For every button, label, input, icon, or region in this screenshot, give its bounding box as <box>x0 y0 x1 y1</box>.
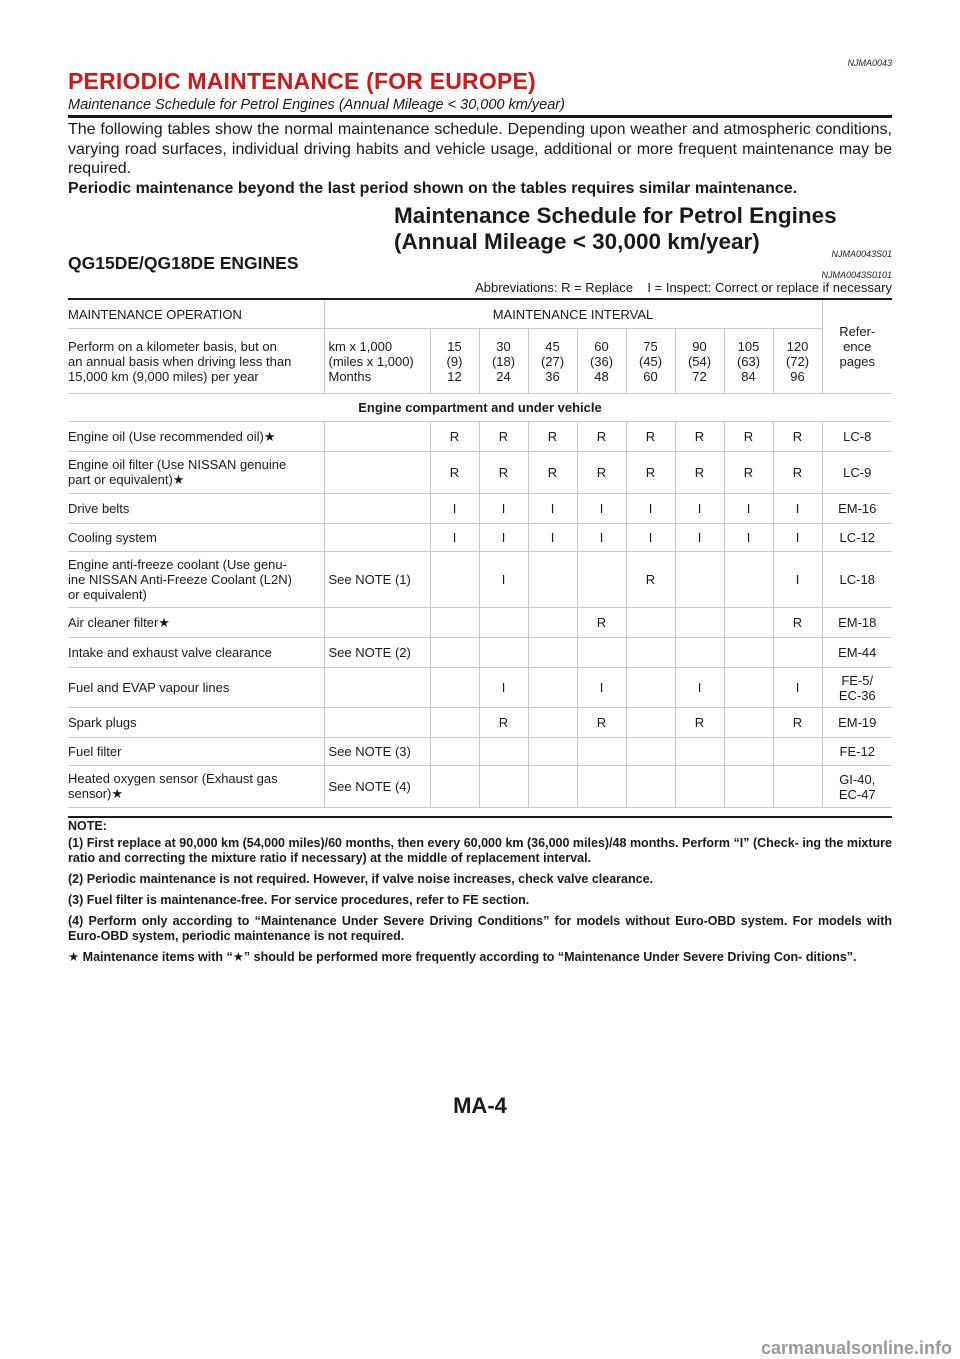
interval-mark-cell: I <box>577 524 626 552</box>
reference-cell: FE-12 <box>822 738 892 766</box>
interval-mark-cell: R <box>773 452 822 494</box>
interval-mark-cell: R <box>773 422 822 452</box>
operation-cell: Drive belts <box>68 494 324 524</box>
interval-mark-cell: I <box>577 494 626 524</box>
interval-mark-cell <box>430 552 479 608</box>
note-cell: See NOTE (3) <box>324 738 430 766</box>
interval-mark-cell: R <box>577 452 626 494</box>
operation-cell: Air cleaner filter★ <box>68 608 324 638</box>
document-page <box>68 0 892 1358</box>
interval-mark-cell: I <box>724 494 773 524</box>
interval-mark-cell: R <box>626 552 675 608</box>
interval-mark-cell <box>773 766 822 808</box>
interval-mark-cell: I <box>430 494 479 524</box>
interval-col: 60 (36) 48 <box>577 329 626 394</box>
notes-section <box>68 819 892 971</box>
interval-mark-cell <box>528 708 577 738</box>
interval-mark-cell <box>773 638 822 668</box>
ref-header: Refer- ence pages <box>822 300 892 394</box>
interval-mark-cell <box>430 638 479 668</box>
interval-mark-cell: R <box>577 608 626 638</box>
interval-mark-cell: I <box>479 494 528 524</box>
interval-mark-cell: R <box>479 452 528 494</box>
table-row <box>68 422 892 452</box>
interval-mark-cell: I <box>479 668 528 708</box>
interval-mark-cell <box>528 552 577 608</box>
table-row <box>68 738 892 766</box>
interval-mark-cell: I <box>626 494 675 524</box>
section-title-line1: Maintenance Schedule for Petrol Engines <box>394 203 837 228</box>
interval-mark-cell <box>675 552 724 608</box>
intro-paragraph: The following tables show the normal maintenance schedule. Depending upon weather and atmospheric conditions, varying road surfaces, individual driving habits and vehicle usage, additional or more frequent maintenance may be required. <box>68 121 892 177</box>
interval-col: 45 (27) 36 <box>528 329 577 394</box>
interval-mark-cell: I <box>773 552 822 608</box>
interval-mark-cell: R <box>430 422 479 452</box>
interval-mark-cell: I <box>528 494 577 524</box>
interval-mark-cell <box>430 608 479 638</box>
units-text: km x 1,000 (miles x 1,000) Months <box>324 329 430 394</box>
maintenance-table <box>68 300 892 808</box>
interval-mark-cell: R <box>577 422 626 452</box>
note-cell <box>324 608 430 638</box>
watermark: carmanualsonline.info <box>760 1338 952 1358</box>
engines-heading: QG15DE/QG18DE ENGINES <box>68 253 299 273</box>
interval-mark-cell: I <box>675 494 724 524</box>
interval-mark-cell: I <box>773 494 822 524</box>
reference-cell: EM-44 <box>822 638 892 668</box>
category-row: Engine compartment and under vehicle <box>68 394 892 422</box>
note-cell <box>324 524 430 552</box>
interval-col: 15 (9) 12 <box>430 329 479 394</box>
section-code: NJMA0043S01 <box>831 249 892 259</box>
interval-mark-cell <box>626 708 675 738</box>
section-title <box>394 203 837 255</box>
interval-mark-cell <box>430 708 479 738</box>
table-row <box>68 708 892 738</box>
interval-mark-cell <box>626 668 675 708</box>
operation-cell: Spark plugs <box>68 708 324 738</box>
table-row <box>68 552 892 608</box>
table-row <box>68 638 892 668</box>
note-cell <box>324 452 430 494</box>
interval-mark-cell <box>675 738 724 766</box>
interval-mark-cell <box>724 552 773 608</box>
header-rule <box>68 115 892 118</box>
reference-cell: GI-40, EC-47 <box>822 766 892 808</box>
note-cell: See NOTE (2) <box>324 638 430 668</box>
interval-col: 30 (18) 24 <box>479 329 528 394</box>
reference-cell: EM-19 <box>822 708 892 738</box>
operation-cell: Engine oil (Use recommended oil)★ <box>68 422 324 452</box>
interval-mark-cell: I <box>626 524 675 552</box>
interval-col: 90 (54) 72 <box>675 329 724 394</box>
page-subtitle: Maintenance Schedule for Petrol Engines (Annual Mileage < 30,000 km/year) <box>68 97 565 113</box>
note-cell <box>324 494 430 524</box>
interval-header: MAINTENANCE INTERVAL <box>324 300 822 329</box>
operation-cell: Heated oxygen sensor (Exhaust gas sensor)★ <box>68 766 324 808</box>
interval-mark-cell: I <box>675 524 724 552</box>
interval-mark-cell: I <box>675 668 724 708</box>
interval-mark-cell <box>528 638 577 668</box>
table-row <box>68 494 892 524</box>
interval-mark-cell <box>675 766 724 808</box>
note-item: ★ Maintenance items with “★” should be performed more frequently according to “Maintenance Under Severe Driving Con- ditions”. <box>68 950 857 964</box>
reference-cell: LC-12 <box>822 524 892 552</box>
page-title: PERIODIC MAINTENANCE (FOR EUROPE) <box>68 68 536 94</box>
section-title-line2: (Annual Mileage < 30,000 km/year) <box>394 229 760 254</box>
reference-cell: LC-8 <box>822 422 892 452</box>
interval-mark-cell <box>724 738 773 766</box>
engines-code: NJMA0043S0101 <box>821 270 892 280</box>
interval-mark-cell <box>577 638 626 668</box>
reference-cell: EM-18 <box>822 608 892 638</box>
intro-text <box>68 120 892 198</box>
reference-cell: LC-18 <box>822 552 892 608</box>
interval-mark-cell: I <box>577 668 626 708</box>
interval-mark-cell: I <box>724 524 773 552</box>
interval-mark-cell <box>626 608 675 638</box>
interval-mark-cell: R <box>675 452 724 494</box>
interval-mark-cell <box>626 738 675 766</box>
interval-mark-cell: R <box>626 422 675 452</box>
interval-mark-cell <box>479 766 528 808</box>
operation-cell: Engine oil filter (Use NISSAN genuine part or equivalent)★ <box>68 452 324 494</box>
interval-mark-cell <box>479 638 528 668</box>
op-header: MAINTENANCE OPERATION <box>68 300 324 329</box>
interval-mark-cell <box>773 738 822 766</box>
interval-mark-cell: I <box>430 524 479 552</box>
table-row <box>68 766 892 808</box>
interval-mark-cell: R <box>773 708 822 738</box>
interval-mark-cell: I <box>479 552 528 608</box>
operation-cell: Intake and exhaust valve clearance <box>68 638 324 668</box>
note-cell <box>324 708 430 738</box>
interval-mark-cell <box>528 608 577 638</box>
operation-cell: Engine anti-freeze coolant (Use genu- ine NISSAN Anti-Freeze Coolant (L2N) or equivalent) <box>68 552 324 608</box>
note-cell: See NOTE (1) <box>324 552 430 608</box>
reference-cell: LC-9 <box>822 452 892 494</box>
interval-mark-cell <box>675 638 724 668</box>
interval-mark-cell: R <box>773 608 822 638</box>
interval-mark-cell: I <box>773 524 822 552</box>
interval-mark-cell: I <box>528 524 577 552</box>
interval-mark-cell: R <box>479 422 528 452</box>
table-row <box>68 452 892 494</box>
interval-col: 105 (63) 84 <box>724 329 773 394</box>
intro-paragraph-bold: Periodic maintenance beyond the last period shown on the tables requires similar maintenance. <box>68 179 798 197</box>
interval-mark-cell: R <box>528 452 577 494</box>
interval-col: 75 (45) 60 <box>626 329 675 394</box>
interval-mark-cell <box>430 738 479 766</box>
table-bottom-rule <box>68 816 892 818</box>
interval-mark-cell: R <box>528 422 577 452</box>
interval-mark-cell <box>430 668 479 708</box>
note-cell <box>324 668 430 708</box>
interval-mark-cell <box>724 608 773 638</box>
interval-mark-cell <box>577 738 626 766</box>
interval-mark-cell <box>626 766 675 808</box>
note-item: (4) Perform only according to “Maintenance Under Severe Driving Conditions” for models without Euro-OBD system. For models with Euro-OBD system, periodic maintenance is not required. <box>68 914 892 943</box>
interval-mark-cell: I <box>773 668 822 708</box>
interval-mark-cell: R <box>479 708 528 738</box>
notes-heading: NOTE: <box>68 819 107 833</box>
interval-mark-cell <box>528 766 577 808</box>
note-item: (3) Fuel filter is maintenance-free. For service procedures, refer to FE section. <box>68 893 530 907</box>
doc-code: NJMA0043 <box>847 58 892 68</box>
note-item: (1) First replace at 90,000 km (54,000 miles)/60 months, then every 60,000 km (36,000 miles)/48 months. Perform “I” (Check- ing the mixture ratio and correcting the mixture ratio if necessary) at the middle of replacement interval. <box>68 836 892 865</box>
interval-mark-cell: R <box>675 708 724 738</box>
interval-mark-cell <box>724 766 773 808</box>
operation-cell: Fuel filter <box>68 738 324 766</box>
interval-mark-cell <box>528 738 577 766</box>
interval-mark-cell <box>626 638 675 668</box>
interval-mark-cell <box>724 708 773 738</box>
operation-cell: Cooling system <box>68 524 324 552</box>
interval-mark-cell: R <box>724 452 773 494</box>
reference-cell: EM-16 <box>822 494 892 524</box>
basis-text: Perform on a kilometer basis, but on an annual basis when driving less than 15,000 km (9,000 miles) per year <box>68 329 324 394</box>
interval-mark-cell <box>430 766 479 808</box>
interval-mark-cell: R <box>724 422 773 452</box>
abbreviations-legend: Abbreviations: R = Replace I = Inspect: Correct or replace if necessary <box>475 280 892 295</box>
interval-mark-cell: I <box>479 524 528 552</box>
reference-cell: FE-5/ EC-36 <box>822 668 892 708</box>
interval-mark-cell: R <box>430 452 479 494</box>
interval-mark-cell <box>528 668 577 708</box>
interval-mark-cell <box>577 766 626 808</box>
note-cell: See NOTE (4) <box>324 766 430 808</box>
note-item: (2) Periodic maintenance is not required. However, if valve noise increases, check valve clearance. <box>68 872 653 886</box>
table-row <box>68 608 892 638</box>
table-row <box>68 524 892 552</box>
interval-mark-cell <box>724 638 773 668</box>
interval-mark-cell <box>479 608 528 638</box>
interval-mark-cell <box>724 668 773 708</box>
page-number: MA-4 <box>453 1093 507 1118</box>
interval-mark-cell <box>577 552 626 608</box>
note-cell <box>324 422 430 452</box>
interval-mark-cell: R <box>626 452 675 494</box>
interval-mark-cell <box>479 738 528 766</box>
operation-cell: Fuel and EVAP vapour lines <box>68 668 324 708</box>
interval-mark-cell: R <box>577 708 626 738</box>
interval-mark-cell: R <box>675 422 724 452</box>
table-row <box>68 668 892 708</box>
interval-col: 120 (72) 96 <box>773 329 822 394</box>
interval-mark-cell <box>675 608 724 638</box>
